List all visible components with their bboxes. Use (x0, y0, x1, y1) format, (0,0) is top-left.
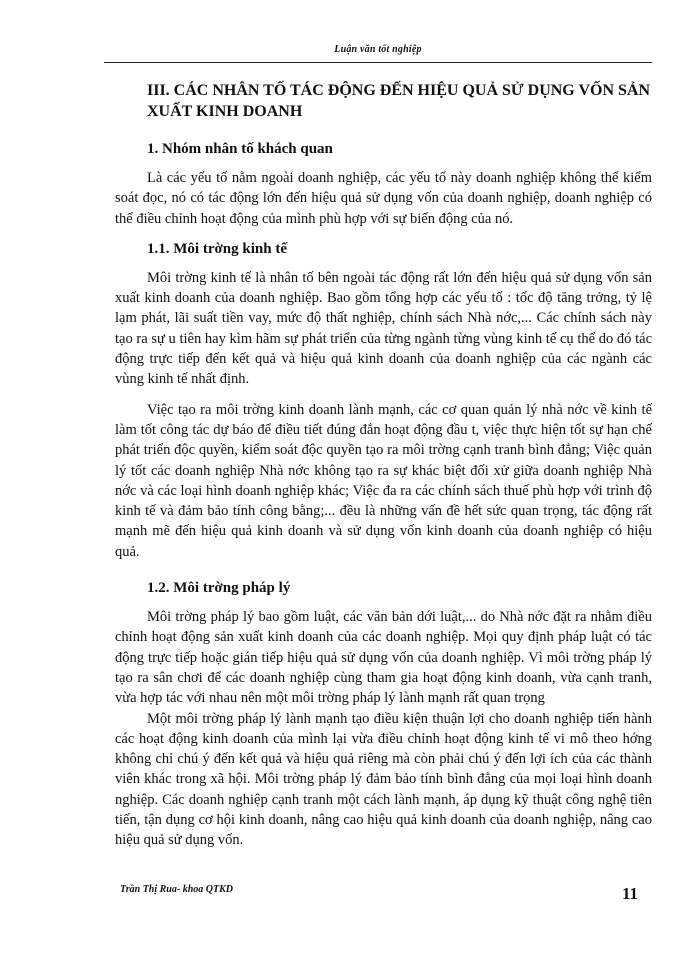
page-body (115, 80, 652, 851)
running-header: Luận văn tốt nghiệp (334, 44, 422, 55)
section-1-1-paragraph-1: Môi trờng kinh tế là nhân tố bên ngoài tác động rất lớn đến hiệu quả sử dụng vốn sản xuất kinh doanh của doanh nghiệp. Bao gồm tổng hợp các yếu tố : tốc độ tăng trởng, tỷ lệ lạm phát, lãi suất tiền vay, mức độ thất nghiệp, chính sách Nhà nớc,... Các chính sách này tạo ra sự u tiên hay kìm hãm sự phát triển của từng ngành từng vùng kinh tế cụ thể do đó tác động trực tiếp đến kết quả và hiệu quả kinh doanh của doanh nghiệp của các ngành các vùng kinh tế nhất định. (115, 269, 652, 388)
header-rule (104, 62, 652, 63)
chapter-title: III. CÁC NHÂN TỐ TÁC ĐỘNG ĐẾN HIỆU QUẢ SỬ DỤNG VỐN SẢN XUẤT KINH DOANH (147, 82, 651, 120)
section-heading-1: 1. Nhóm nhân tố khách quan (147, 141, 333, 157)
section-1-2-paragraph-2: Một môi trờng pháp lý lành mạnh tạo điều kiện thuận lợi cho doanh nghiệp tiến hành các hoạt động kinh doanh của mình lại vừa điều chỉnh hoạt động kinh tế vi mô theo hớng không chỉ chú ý đến kết quả và hiệu quả riêng mà còn phải chú ý đến lợi ích của các thành viên khác trong xã hội. Môi trờng pháp lý đảm bảo tính bình đẳng của mọi loại hình doanh nghiệp. Các doanh nghiệp cạnh tranh một cách lành mạnh, áp dụng kỹ thuật công nghệ tiên tiến, tận dụng cơ hội kinh doanh, nâng cao hiệu quả kinh doanh của doanh nghiệp, nâng cao hiệu quả sử dụng vốn. (115, 710, 652, 849)
page-number: 11 (622, 884, 639, 903)
section-1-paragraph: Là các yếu tố nằm ngoài doanh nghiệp, các yếu tố này doanh nghiệp không thể kiểm soát đọc, nó có tác động lớn đến hiệu quả sử dụng vốn của doanh nghiệp, doanh nghiệp có thể điều chỉnh hoạt động của mình phù hợp với sự biến động của nó. (115, 170, 652, 227)
section-1-1-paragraph-2: Việc tạo ra môi trờng kinh doanh lành mạnh, các cơ quan quản lý nhà nớc về kinh tế làm tốt công tác dự báo để điều tiết đúng đắn hoạt động đầu t, việc thực hiện tốt sự hạn chế phát triển độc quyền, kiểm soát độc quyền tạo ra môi trờng cạnh tranh bình đẳng; Việc quản lý tốt các doanh nghiệp Nhà nớc không tạo ra sự khác biệt đối xử giữa doanh nghiệp Nhà nớc và các loại hình doanh nghiệp khác; Việc đa ra các chính sách thuế phù hợp với trình độ kinh tế và đảm bảo tính công bằng;... đều là những vấn đề hết sức quan trọng, tác động rất mạnh mẽ đến hiệu quả kinh doanh và sử dụng vốn kinh doanh của doanh nghiệp có hiệu quả. (115, 401, 652, 560)
footer-author: Trần Thị Rua- khoa QTKD (120, 884, 233, 895)
section-1-2-paragraph-1: Môi trờng pháp lý bao gồm luật, các văn bản dới luật,... do Nhà nớc đặt ra nhằm điều chỉnh hoạt động sản xuất kinh doanh của các doanh nghiệp. Mọi quy định pháp luật có tác động trực tiếp hoặc gián tiếp hiệu quả sử dụng vốn của doanh nghiệp. Vì môi trờng pháp lý tạo ra sân chơi để các doanh nghiệp cùng tham gia hoạt động kinh doanh, vừa cạnh tranh, vừa hợp tác với nhau nên một môi trờng pháp lý lành mạnh rất quan trọng (115, 609, 652, 707)
section-heading-1-1: 1.1. Môi trờng kinh tế (147, 240, 287, 257)
section-heading-1-2: 1.2. Môi trờng pháp lý (147, 580, 291, 597)
